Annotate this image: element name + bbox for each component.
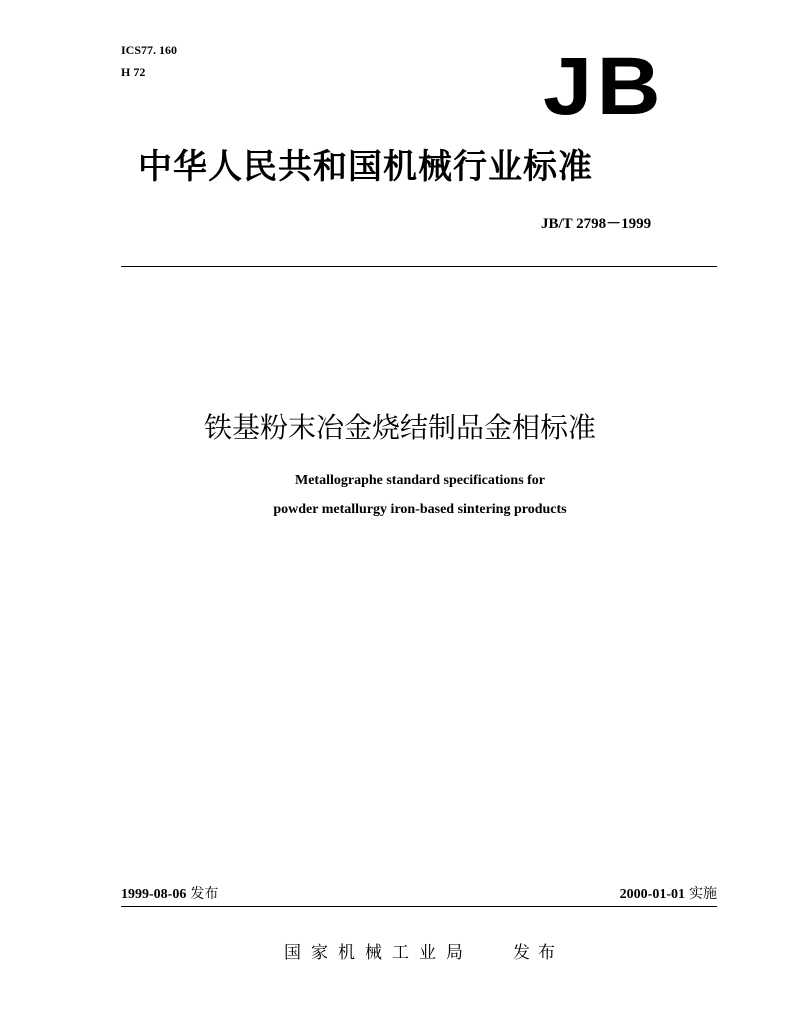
issue-date: 1999-08-06 xyxy=(121,887,187,902)
document-title-chinese: 铁基粉末冶金烧结制品金相标准 xyxy=(203,411,596,444)
document-title-english-line1: Metallographe standard specifications for xyxy=(294,473,546,488)
publish-label: 发布 xyxy=(513,943,563,963)
classification-code: H 72 xyxy=(121,65,146,79)
implementation-date-block xyxy=(620,884,717,905)
implementation-date: 2000-01-01 xyxy=(619,887,685,902)
issue-date-block xyxy=(121,884,218,905)
issue-label: 发布 xyxy=(190,886,219,902)
bottom-divider xyxy=(121,906,717,907)
standard-number: JB/T 2798－1999 xyxy=(541,216,652,232)
ics-code: ICS77. 160 xyxy=(121,43,178,57)
implementation-label: 实施 xyxy=(689,886,717,902)
jb-logo: JB xyxy=(543,41,665,132)
top-divider xyxy=(121,266,717,267)
publisher-name: 国家机械工业局 xyxy=(284,943,473,963)
document-title-english-line2: powder metallurgy iron-based sintering products xyxy=(273,502,567,517)
national-standard-title: 中华人民共和国机械行业标准 xyxy=(138,147,593,187)
